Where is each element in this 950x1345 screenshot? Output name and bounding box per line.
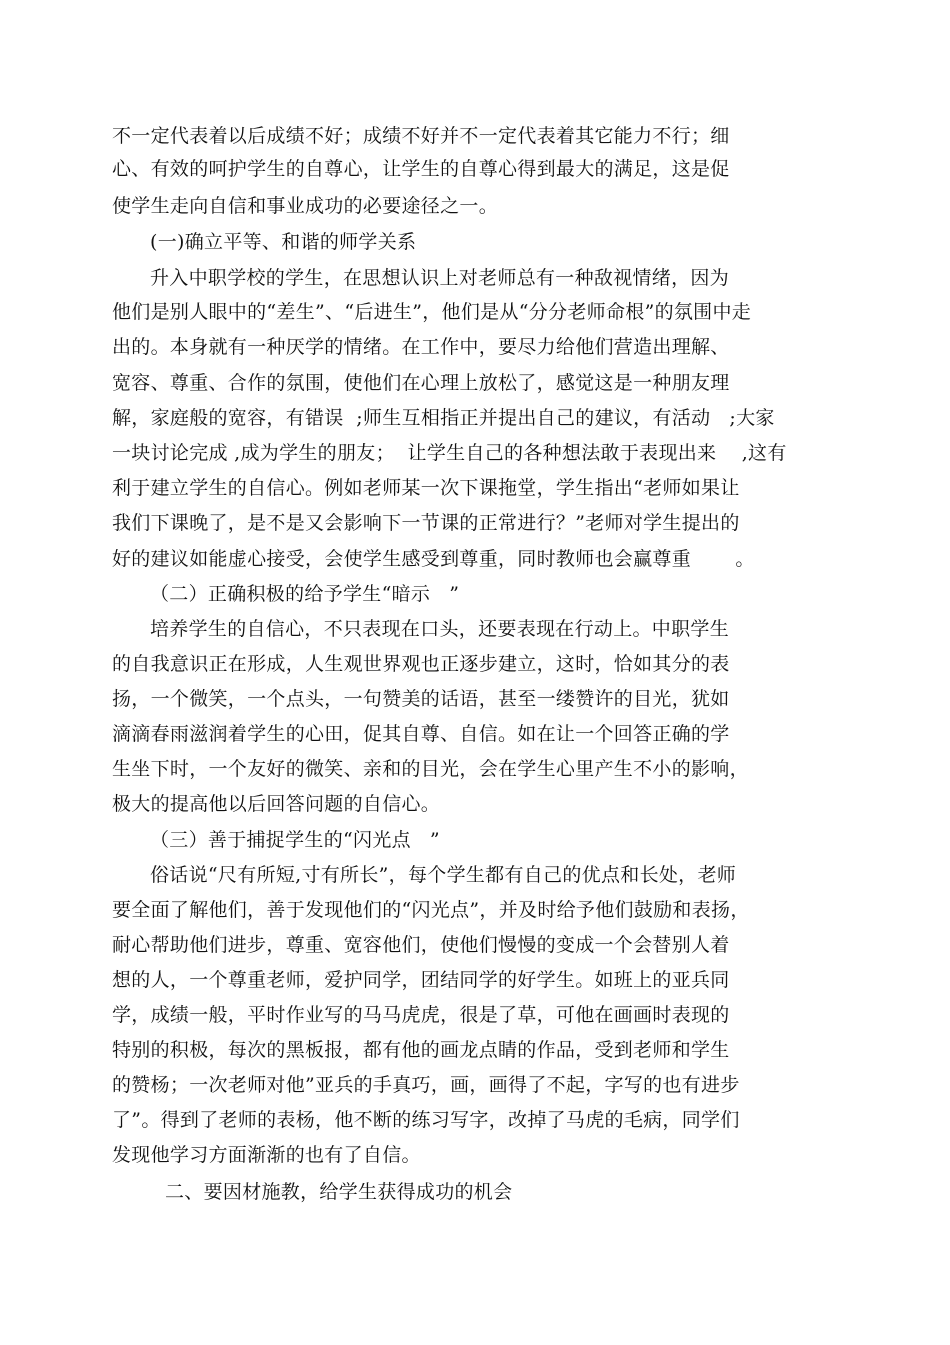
section-heading: （二）正确积极的给予学生“暗示 ”: [150, 583, 460, 605]
body-text-line: 俗话说“尺有所短,寸有所长”，每个学生都有自己的优点和长处，老师: [150, 864, 737, 886]
body-text-line: 扬，一个微笑，一个点头，一句赞美的话语，甚至一缕赞许的目光，犹如: [112, 688, 730, 710]
body-text-line: 了”。得到了老师的表杨，他不断的练习写字，改掉了马虎的毛病，同学们: [112, 1109, 740, 1131]
body-text-line: 我们下课晚了，是不是又会影响下一节课的正常进行？”老师对学生提出的: [112, 512, 740, 534]
body-text-line: 生坐下时，一个友好的微笑、亲和的目光，会在学生心里产生不小的影响，: [112, 758, 749, 780]
body-text-line: 滴滴春雨滋润着学生的心田，促其自尊、自信。如在让一个回答正确的学: [112, 723, 730, 745]
body-text-line: 心、有效的呵护学生的自尊心，让学生的自尊心得到最大的满足，这是促: [112, 158, 730, 180]
body-text-line: 极大的提高他以后回答问题的自信心。: [112, 793, 441, 815]
body-text-line: 一块讨论完成 ,成为学生的朋友； 让学生自己的各种想法敢于表现出来 ,这有: [112, 442, 787, 464]
body-text-line: 解，家庭般的宽容，有错误 ;师生互相指正并提出自己的建议，有活动 ;大家: [112, 407, 775, 429]
body-text-line: 宽容、尊重、合作的氛围，使他们在心理上放松了，感觉这是一种朋友理: [112, 372, 730, 394]
body-text-line: 出的。本身就有一种厌学的情绪。在工作中，要尽力给他们营造出理解、: [112, 336, 730, 358]
body-text-line: 他们是别人眼中的“差生”、“后进生”，他们是从“分分老师命根”的氛围中走: [112, 301, 752, 323]
body-text-line: 想的人，一个尊重老师，爱护同学，团结同学的好学生。如班上的亚兵同: [112, 969, 730, 991]
section-heading: 二、要因材施教，给学生获得成功的机会: [165, 1181, 513, 1203]
body-text-line: 发现他学习方面渐渐的也有了自信。: [112, 1144, 421, 1166]
body-text-line: 耐心帮助他们进步，尊重、宽容他们，使他们慢慢的变成一个会替别人着: [112, 934, 730, 956]
body-text-line: 使学生走向自信和事业成功的必要途径之一。: [112, 195, 499, 217]
section-heading: (一)确立平等、和谐的师学关系: [150, 231, 417, 253]
body-text-line: 升入中职学校的学生，在思想认识上对老师总有一种敌视情绪，因为: [150, 267, 730, 289]
body-text-line: 利于建立学生的自信心。例如老师某一次下课拖堂，学生指出“老师如果让: [112, 477, 740, 499]
body-text-line: 的赞杨；一次老师对他”亚兵的手真巧，画，画得了不起，字写的也有进步: [112, 1074, 740, 1096]
body-text-line: 的自我意识正在形成，人生观世界观也正逐步建立，这时，恰如其分的表: [112, 653, 730, 675]
body-text-line: 要全面了解他们，善于发现他们的“闪光点”，并及时给予他们鼓励和表扬，: [112, 899, 750, 921]
body-text-line: 特别的积极，每次的黑板报，都有他的画龙点睛的作品，受到老师和学生: [112, 1039, 730, 1061]
body-text-line: 不一定代表着以后成绩不好；成绩不好并不一定代表着其它能力不行；细: [112, 125, 730, 147]
body-text-line: 培养学生的自信心，不只表现在口头，还要表现在行动上。中职学生: [150, 618, 730, 640]
body-text-line: 好的建议如能虚心接受，会使学生感受到尊重，同时教师也会赢尊重 。: [112, 548, 755, 570]
body-text-line: 学，成绩一般，平时作业写的马马虎虎，很是了草，可他在画画时表现的: [112, 1004, 730, 1026]
section-heading: （三）善于捕捉学生的“闪光点 ”: [150, 829, 440, 851]
